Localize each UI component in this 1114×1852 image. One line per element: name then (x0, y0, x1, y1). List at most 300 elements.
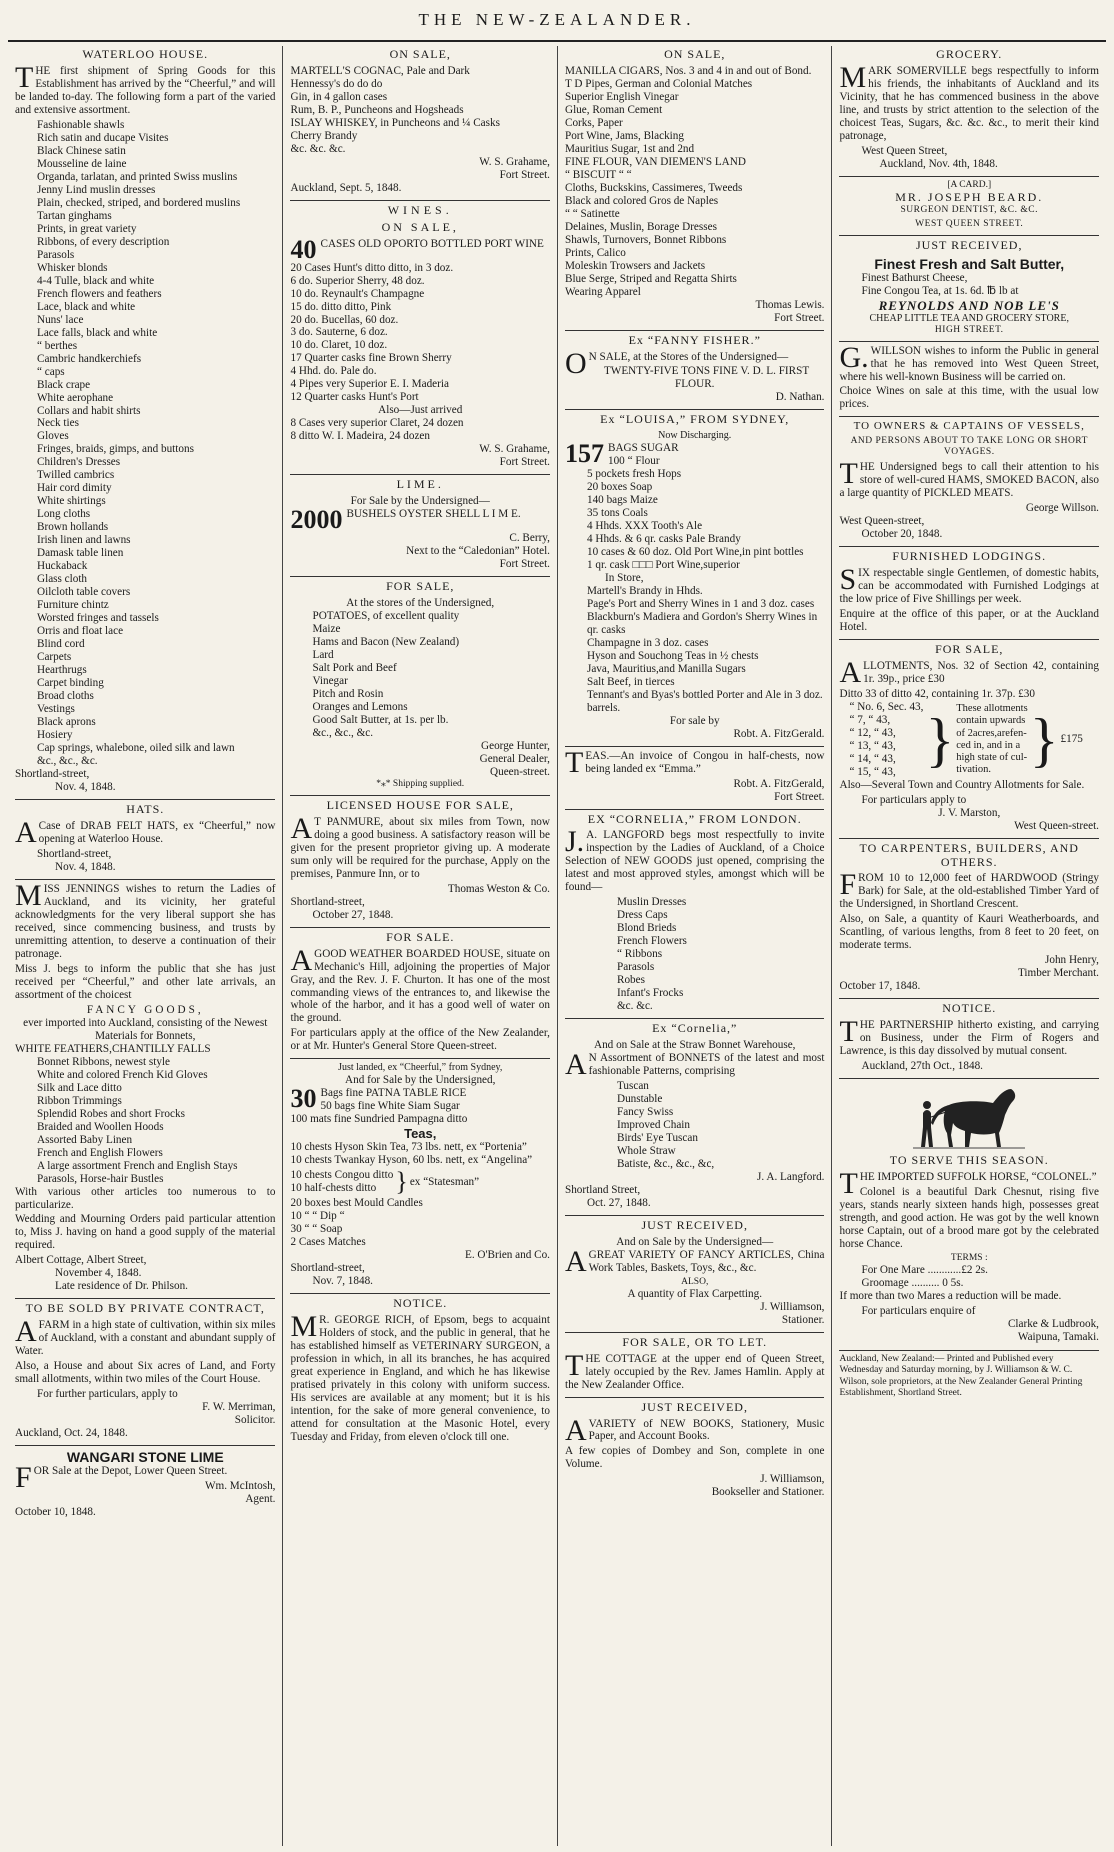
ad-bonnets (565, 1018, 825, 1210)
ad-body: AGREAT VARIETY OF FANCY ARTICLES, China Work Tables, Baskets, Toys, &c., &c. (564, 1244, 825, 1278)
ad-date: Nov. 7, 1848. (312, 1275, 373, 1288)
ad-signature: Robt. A. FitzGerald, (733, 777, 825, 790)
list-item: MANILLA CIGARS, Nos. 3 and 4 in and out of Bond. (564, 64, 812, 77)
ad-body: MARK SOMERVILLE begs respectfully to inform his friends, the inhabitants of Auckland and its Vicinity, that he has commenced business in the above line, and trusts by strict attention to the selection of the choicest Teas, Sugars, &c. &c. &c., to merit their kind patronage, (839, 60, 1099, 142)
list-item: 5 pockets fresh Hops (586, 467, 682, 480)
ad-paragraph: Colonel is a beautiful Dark Chesnut, rising five years, stands nearly sixteen hands high, possesses great strength, and good action. He was got by the well known horse Captain, out of a brood mare got by the celebrated horse Chance. (839, 1186, 1099, 1251)
ad-address: Fort Street. (774, 790, 825, 803)
list-item: “ 7, “ 43, (849, 713, 891, 726)
column-3 (557, 46, 832, 1846)
list-item: &c. &c. (616, 1000, 653, 1013)
ad-subhead: CHEAP LITTLE TEA AND GROCERY STORE, (869, 312, 1069, 324)
list-item: “ 13, “ 43, (849, 739, 896, 752)
list-item: Blue Serge, Striped and Regatta Shirts (564, 272, 737, 285)
ad-place: Albert Cottage, Albert Street, (15, 1254, 147, 1267)
list-item: French and English Flowers (37, 1146, 163, 1159)
ad-partnership-notice (839, 998, 1099, 1073)
list-item: Black crape (37, 378, 91, 391)
ad-heading: Ex “FANNY FISHER.” (628, 332, 761, 347)
ad-heading: NOTICE. (942, 1001, 997, 1016)
ad-willson (839, 341, 1099, 412)
list-item: Long cloths (37, 508, 91, 521)
ad-title: Solicitor. (234, 1414, 276, 1427)
list-item: Organda, tarlatan, and printed Swiss muslins (37, 170, 238, 183)
ad-signature: Thomas Lewis. (755, 298, 825, 311)
list-item: 10 do. Reynault's Champagne (290, 287, 425, 300)
ad-paragraph: Enquire at the office of this paper, or at the Auckland Hotel. (839, 608, 1099, 633)
list-item: Vestings (37, 703, 75, 716)
ad-heading: HATS. (126, 802, 165, 817)
ad-title: Stationer. (781, 1313, 825, 1326)
ad-subhead: FANCY GOODS, (86, 1003, 204, 1016)
list-item: Lace, black and white (37, 300, 136, 313)
ad-subhead: Now Discharging. (658, 430, 732, 442)
list-item: Lard (312, 649, 334, 661)
list-item: Black aprons (37, 716, 96, 729)
ad-line: Ditto 33 of ditto 42, containing 1r. 37p. £30 (839, 687, 1035, 700)
brace-glyph: } (395, 1167, 408, 1196)
quantity-number: 2000 (290, 505, 343, 535)
ad-signature: C. Berry, (509, 532, 550, 545)
ad-date: Nov. 4, 1848. (55, 860, 116, 873)
ad-date: October 27, 1848. (312, 908, 394, 921)
ad-intro: At the stores of the Undersigned, (346, 597, 495, 610)
ad-lead: CASES OLD OPORTO BOTTLED PORT WINE (320, 237, 544, 250)
ad-title: Agent. (245, 1493, 276, 1506)
ad-title: Bookseller and Stationer. (711, 1486, 825, 1499)
list-item: 4 Pipes very Superior E. I. Maderia (290, 378, 449, 391)
list-item: Glue, Roman Cement (564, 103, 663, 116)
ad-paragraph: A few copies of Dombey and Son, complete in one Volume. (564, 1445, 825, 1471)
list-item: Prints, Calico (564, 246, 626, 259)
top-rule (8, 40, 1106, 42)
list-item: Black and colored Gros de Naples (564, 194, 719, 207)
list-item: Hair cord dimity (37, 482, 112, 495)
list-item: Bonnet Ribbons, newest style (37, 1055, 170, 1068)
list-item: 1 qr. cask □□□ Port Wine,superior (586, 558, 740, 571)
item-list (290, 1141, 550, 1167)
ad-heading: GROCERY. (936, 47, 1003, 61)
ad-address: Fort Street. (499, 168, 550, 181)
ad-signature: Wm. McIntosh, (204, 1480, 276, 1493)
list-item: Maize (312, 623, 341, 636)
list-item: Birds' Eye Tuscan (616, 1132, 698, 1144)
ad-note: Also—Just arrived (378, 404, 463, 417)
ad-heading: FOR SALE. (386, 929, 455, 944)
list-item: A large assortment French and English Stays (37, 1159, 238, 1172)
ad-place: West Queen Street, (861, 144, 948, 157)
ad-paragraph: Also—Several Town and Country Allotments for Sale. (839, 778, 1085, 791)
ad-subhead: Teas, (404, 1125, 437, 1141)
list-item: Brown hollands (37, 521, 109, 534)
ad-paragraph: ever imported into Auckland, consisting of the Newest Materials for Bonnets, (23, 1016, 268, 1042)
list-item: Fancy Swiss (616, 1106, 674, 1119)
ad-weather-boarded-house (290, 927, 550, 1054)
ad-place: Shortland-street, (37, 847, 112, 860)
ad-paragraph: Also, a House and about Six acres of Land, and Forty small allotments, within two miles of the Court House. (15, 1360, 276, 1386)
list-item: “ 15, “ 43, (849, 765, 896, 778)
list-item: Martell's Brandy in Hhds. (586, 584, 703, 597)
list-item: “ 12, “ 43, (849, 726, 896, 739)
list-item: Lace falls, black and white (37, 326, 158, 339)
ad-lime (290, 474, 550, 571)
ad-address: Next to the “Caledonian” Hotel. (406, 545, 550, 558)
list-item: MARTELL'S COGNAC, Pale and Dark (290, 64, 470, 77)
list-item: Silk and Lace ditto (37, 1081, 122, 1094)
ad-body: AT PANMURE, about six miles from Town, now doing a good business. A satisfactory reason will be given for the present proprietor giving up. A moderate sum only will be required for the purchase, Apply on the premises, Panmure Inn, or to (290, 811, 550, 880)
ad-heading: WATERLOO HOUSE. (82, 47, 209, 61)
ad-signature: John Henry, (1045, 954, 1099, 967)
ad-grocery (839, 48, 1099, 171)
item-list (565, 455, 825, 572)
allotment-price: £175 (1060, 733, 1083, 746)
ad-address: HIGH STREET. (934, 324, 1004, 335)
ad-signature: W. S. Grahame, (479, 443, 550, 456)
ad-address: Fort Street. (499, 558, 550, 571)
list-item: Tuscan (616, 1080, 649, 1093)
list-item: Oilcloth table covers (37, 586, 131, 599)
list-item: 10 chests Hyson Skin Tea, 73 lbs. nett, ex “Portenia” (290, 1141, 527, 1154)
ad-heading: LICENSED HOUSE FOR SALE, (326, 797, 514, 812)
list-item: Blond Brieds (616, 922, 677, 935)
list-item: Hearthrugs (37, 664, 87, 677)
list-item: “ berthes (37, 339, 78, 352)
list-item: Furniture chintz (37, 599, 109, 612)
list-item: Blind cord (37, 638, 85, 651)
ad-signature: Robt. A. FitzGerald. (733, 727, 825, 740)
ad-teas-congou (565, 746, 825, 804)
list-item: “ 14, “ 43, (849, 752, 896, 765)
list-item: Page's Port and Sherry Wines in 1 and 3 doz. cases (586, 597, 815, 610)
list-item: 2 Cases Matches (290, 1236, 366, 1249)
list-item: ced in, and in a (956, 739, 1021, 751)
ad-body: SIX respectable single Gentlemen, of domestic habits, can be accommodated with Furnished Lodgings at the low price of Five Shillings per week. (839, 563, 1099, 606)
ad-body: MISS JENNINGS wishes to return the Ladies of Auckland, and its vicinity, her grateful acknowledgments for the very liberal support she has received, since commencing business, and trusts by unremitting attention, to deserve a continuation of their patronage. (15, 878, 276, 960)
list-item: Hennessy's do do do (290, 77, 383, 90)
list-item: Corks, Paper (564, 116, 623, 129)
ad-cognac (290, 48, 550, 195)
list-item: Cloths, Buckskins, Cassimeres, Tweeds (564, 181, 743, 194)
item-list (290, 417, 550, 443)
ad-signature: J. V. Marston, (938, 806, 1001, 819)
ad-heading: WINES. (387, 202, 453, 217)
ad-intro: For Sale by the Undersigned— (350, 495, 490, 508)
ad-signature: J. Williamson, (760, 1473, 825, 1486)
list-item: 8 ditto W. I. Madeira, 24 dozen (290, 430, 430, 443)
list-item: Broad cloths (37, 690, 94, 703)
list-item: &c., &c., &c. (37, 755, 98, 768)
ad-body: ON SALE, at the Stores of the Undersigned— (564, 346, 789, 380)
ad-heading: JUST RECEIVED, (641, 1217, 748, 1232)
ad-label: [A CARD.] (947, 179, 992, 190)
ad-wines (290, 200, 550, 470)
list-item: Tennant's and Byas's bottled Porter and Ale in 3 doz. barrels. (586, 688, 823, 714)
ad-subhead: WHITE FEATHERS,CHANTILLY FALLS (15, 1042, 211, 1055)
list-item: &c. &c. &c. (290, 142, 346, 155)
ad-date: Auckland, Oct. 24, 1848. (15, 1427, 128, 1440)
ad-heading: JUST RECEIVED, (641, 1399, 748, 1414)
ad-carpenters (839, 838, 1099, 994)
brace-glyph: } (1029, 706, 1059, 773)
ad-title: SURGEON DENTIST, &C. &C. (900, 204, 1038, 215)
list-item: Improved Chain (616, 1119, 690, 1132)
list-item: Rum, B. P., Puncheons and Hogsheads (290, 103, 464, 116)
list-item: 50 bags fine White Siam Sugar (320, 1099, 460, 1112)
list-item: “ Ribbons (616, 948, 663, 961)
ad-intro: And on Sale by the Undersigned— (616, 1235, 774, 1248)
ad-subhead: In Store, (604, 571, 644, 584)
ad-body: G.WILLSON wishes to inform the Public in general that he has removed into West Queen Street, where his well-known Business will be carried on. (839, 340, 1099, 383)
list-item: These allotments (956, 703, 1028, 715)
list-item: FINE FLOUR, VAN DIEMEN'S LAND (564, 155, 746, 168)
columns (8, 46, 1106, 1846)
ad-heading: FOR SALE, OR TO LET. (622, 1334, 768, 1349)
list-item: Whole Straw (616, 1144, 676, 1157)
list-item: Parasols (37, 248, 75, 261)
horse-illustration-icon (909, 1083, 1029, 1151)
ad-heading: FURNISHED LODGINGS. (892, 549, 1047, 564)
ad-place: Shortland Street, (564, 1183, 641, 1196)
ad-signature: J. A. Langford. (757, 1170, 825, 1183)
ad-lead: BUSHELS OYSTER SHELL L I M E. (346, 508, 521, 521)
list-item: Pitch and Rosin (312, 687, 384, 700)
list-item: Muslin Dresses (616, 896, 687, 909)
ad-lead: Finest Fresh and Salt Butter, (874, 255, 1065, 272)
list-item: Fashionable shawls (37, 118, 125, 131)
list-item: Orris and float lace (37, 625, 124, 638)
ad-body: THE Undersigned begs to call their attention to his store of well-cured HAMS, SMOKED BACON, also a large quantity of PICKLED MEATS. (839, 457, 1099, 500)
ad-body: AGOOD WEATHER BOARDED HOUSE, situate on Mechanic's Hill, adjoining the properties of Major Gray, and the Rev. J. F. Churton. It has one of the most commanding views of the entrances to, and likewise the whole of the harbor, and it has a good well of water on the ground. (290, 943, 550, 1025)
ad-address: WEST QUEEN STREET. (915, 218, 1024, 229)
item-list (290, 1100, 550, 1126)
ad-title: Timber Merchant. (1017, 967, 1099, 980)
ad-date: November 4, 1848. (55, 1267, 142, 1280)
ad-heading: Just landed, ex “Cheerful,” from Sydney, (338, 1062, 503, 1074)
list-item: Prints, in great variety (37, 222, 137, 235)
list-item: Ribbons, of every description (37, 235, 170, 248)
ad-miss-jennings (15, 879, 275, 1294)
ad-heading: MR. JOSEPH BEARD. (895, 189, 1044, 204)
list-item: White shirtings (37, 495, 106, 508)
list-item: 10 chests Twankay Hyson, 60 lbs. nett, ex “Angelina” (290, 1154, 533, 1167)
list-item: Batiste, &c., &c., &c, (616, 1157, 715, 1170)
list-item: Infant's Frocks (616, 987, 684, 1000)
list-item: of 2acres,arefen- (956, 727, 1027, 739)
ad-note: Late residence of Dr. Philson. (55, 1280, 188, 1293)
ad-date: Auckland, Nov. 4th, 1848. (879, 157, 998, 170)
list-item: Children's Dresses (37, 456, 121, 469)
list-item: 20 do. Bucellas, 60 doz. (290, 313, 399, 326)
ad-body: AVARIETY of NEW BOOKS, Stationery, Music Paper, and Account Books. (564, 1413, 825, 1447)
column-4 (831, 46, 1106, 1846)
list-item: Gin, in 4 gallon cases (290, 90, 388, 103)
list-item: Oranges and Lemons (312, 700, 408, 713)
ad-lodgings (839, 546, 1099, 634)
list-item: Port Wine, Jams, Blacking (564, 129, 684, 142)
ad-line: Finest Bathurst Cheese, (861, 271, 968, 284)
item-list (290, 262, 550, 405)
list-item: Java, Mauritius,and Manilla Sugars (586, 662, 746, 675)
list-item: Damask table linen (37, 547, 124, 560)
ad-intro: And for Sale by the Undersigned, (345, 1074, 496, 1087)
list-item: Nuns' lace (37, 313, 84, 326)
quantity-number: 157 (564, 438, 604, 468)
list-item: 100 “ Flour (607, 454, 660, 467)
ad-address: Queen-street. (490, 765, 550, 778)
list-item: Carpets (37, 651, 72, 664)
ad-heading: Ex “Cornelia,” (652, 1021, 738, 1036)
ad-body: FOR Sale at the Depot, Lower Queen Street. (15, 1461, 228, 1495)
list-item: 20 boxes Soap (586, 480, 653, 493)
list-item: Hosiery (37, 729, 73, 742)
list-item: Mauritius Sugar, 1st and 2nd (564, 142, 695, 155)
item-list (565, 585, 825, 715)
ad-potatoes (290, 576, 550, 790)
ad-paragraph: For particulars enquire of (861, 1304, 976, 1317)
ad-date: Auckland, 27th Oct., 1848. (861, 1060, 983, 1073)
list-item: Worsted fringes and tassels (37, 612, 159, 625)
list-item: Jenny Lind muslin dresses (37, 183, 156, 196)
ad-signature: F. W. Merriman, (202, 1401, 276, 1414)
list-item: Cherry Brandy (290, 129, 358, 142)
ad-heading: ON SALE, (664, 47, 726, 61)
list-item: Plain, checked, striped, and bordered muslins (37, 196, 241, 209)
ad-note: ALSO, (681, 1276, 709, 1287)
allotment-table (839, 701, 1099, 779)
ad-address: Fort Street. (499, 456, 550, 469)
ad-signature: Clarke & Ludbrook, (1007, 1317, 1099, 1330)
ad-heading: LIME. (396, 477, 444, 492)
list-item: Neck ties (37, 417, 79, 430)
firm-name: REYNOLDS AND NOB LE'S (878, 297, 1060, 313)
ad-heading: TO BE SOLD BY PRIVATE CONTRACT, (25, 1301, 265, 1316)
list-item: Irish linen and lawns (37, 534, 131, 547)
brace-glyph: } (925, 706, 955, 773)
list-item: Moleskin Trowsers and Jackets (564, 259, 706, 272)
item-list (565, 896, 825, 1013)
list-item: Tartan ginghams (37, 209, 112, 222)
list-item: contain upwards (956, 715, 1026, 727)
ad-manilla-cigars (565, 48, 825, 325)
list-item: Carpet binding (37, 677, 104, 690)
ad-intro: And on Sale at the Straw Bonnet Warehouse, (594, 1039, 796, 1052)
list-item: 15 do. ditto ditto, Pink (290, 300, 392, 313)
ad-signature: J. Williamson, (760, 1300, 825, 1313)
ad-louisa (565, 409, 825, 740)
ad-heading: ON SALE, (389, 47, 451, 61)
ad-body: ALLOTMENTS, Nos. 32 of Section 42, containing 1r. 39p., price £30 (839, 655, 1099, 689)
list-item: Hams and Bacon (New Zealand) (312, 636, 460, 649)
list-item: Rich satin and ducape Visites (37, 131, 169, 144)
ad-body: AFARM in a high state of cultivation, within six miles of Auckland, with a constant and abundant supply of Water. (15, 1315, 276, 1358)
ad-new-books (565, 1397, 825, 1500)
list-item: T D Pipes, German and Colonial Matches (564, 77, 753, 90)
ad-date: October 10, 1848. (15, 1506, 96, 1519)
ad-signature: George Hunter, (481, 739, 550, 752)
ad-address: Fort Street. (774, 311, 825, 324)
ad-licensed-house (290, 795, 550, 922)
quantity-number: 40 (290, 234, 317, 264)
allotment-description (956, 703, 1027, 776)
item-list (565, 1080, 825, 1171)
ad-body: TEAS.—An invoice of Congou in half-chests, now being landed ex “Emma.” (564, 745, 825, 779)
item-list (15, 1056, 275, 1186)
list-item: Twilled cambrics (37, 469, 115, 482)
list-item: 20 boxes best Mould Candles (290, 1197, 423, 1210)
ad-hats (15, 799, 275, 874)
ad-body: J.A. LANGFORD begs most respectfully to invite inspection by the Ladies of Auckland, of a Choice Selection of NEW GOODS just opened, comprising the latest and most approved styles, amongst which will be found— (564, 825, 825, 894)
ad-lead: Bags fine PATNA TABLE RICE (320, 1087, 467, 1099)
list-item: “ BISCUIT “ “ (564, 168, 632, 181)
list-item: Shawls, Turnovers, Bonnet Ribbons (564, 233, 727, 246)
ad-heading: Ex “LOUISA,” FROM SYDNEY, (600, 412, 790, 427)
list-item: Black Chinese satin (37, 144, 126, 157)
ad-heading: FOR SALE, (935, 641, 1004, 656)
ad-joseph-beard (839, 176, 1099, 230)
list-item: Champagne in 3 doz. cases (586, 636, 709, 649)
list-item: 4 Hhds. XXX Tooth's Ale (586, 519, 703, 532)
ad-place: Shortland-street, (15, 768, 90, 781)
list-item: Good Salt Butter, at 1s. per lb. (312, 713, 449, 726)
ad-line: Fine Congou Tea, at 1s. 6d. ℔ lb at (861, 284, 1019, 297)
list-item: 6 do. Superior Sherry, 48 doz. (290, 274, 425, 287)
list-item: “ No. 6, Sec. 43, (849, 700, 924, 713)
list-item: Braided and Woollen Hoods (37, 1120, 164, 1133)
ad-heading: FOR SALE, (386, 579, 455, 594)
ad-subhead: AND PERSONS ABOUT TO TAKE LONG OR SHORT VOYAGES. (850, 436, 1088, 458)
list-item: 10 “ “ Dip “ (290, 1210, 345, 1223)
ad-paragraph: For particulars apply to (861, 793, 967, 806)
list-item: 140 bags Maize (586, 493, 658, 506)
ad-allotments (839, 639, 1099, 833)
item-list (290, 1197, 550, 1249)
list-item: POTATOES, of excellent quality (312, 610, 460, 623)
list-item: ISLAY WHISKEY, in Puncheons and ¼ Casks (290, 116, 500, 129)
ad-date: October 17, 1848. (839, 980, 921, 993)
ad-intro: THE first shipment of Spring Goods for this Establishment has arrived by the “Cheerful,” and will be landed to-day. The following form a part of the varied and extensive assortment. (15, 60, 276, 116)
ad-signature: D. Nathan. (775, 391, 825, 404)
list-item: Parasols, Horse-hair Bustles (37, 1172, 164, 1185)
list-item: 10 do. Claret, 10 doz. (290, 339, 388, 352)
list-item: 4-4 Tulle, black and white (37, 274, 155, 287)
ad-paragraph: Choice Wines on sale at this time, with the usual low prices. (839, 385, 1099, 411)
list-item: Glass cloth (37, 573, 88, 586)
ad-heading: NOTICE. (393, 1296, 448, 1311)
list-item: 100 mats fine Sundried Pampagna ditto (290, 1112, 468, 1125)
column-2 (282, 46, 557, 1846)
ad-paragraph: Wedding and Mourning Orders paid particular attention to, Miss J. having on hand a good supply of the material required. (15, 1213, 276, 1252)
column-1 (8, 46, 282, 1846)
list-item: Ribbon Trimmings (37, 1094, 122, 1107)
printer-imprint: Auckland, New Zealand:— Printed and Published every Wednesday and Saturday morning, by J. Williamson & W. C. Wilson, sole proprietors, at the New Zealander General Printing Establishment, Shortland Street. (839, 1350, 1099, 1400)
brace-line: 10 half-chests ditto (290, 1182, 377, 1195)
item-list (290, 65, 550, 156)
list-item: Fringes, braids, gimps, and buttons (37, 443, 194, 456)
terms-line: For One Mare ............£2 2s. (861, 1264, 988, 1277)
list-item: White and colored French Kid Gloves (37, 1068, 208, 1081)
list-item: Blackburn's Madiera and Gordon's Sherry Wines in qr. casks (586, 610, 818, 636)
brace-line: 10 chests Congou ditto (290, 1169, 394, 1182)
list-item: 10 cases & 60 doz. Old Port Wine,in pint bottles (586, 545, 804, 558)
list-item: 8 Cases very superior Claret, 24 dozen (290, 417, 464, 430)
ad-paragraph: Miss J. begs to inform the public that she has just received per “Cheerful,” and other late arrivals, an assortment of the choicest (15, 962, 276, 1001)
ad-title: General Dealer, (479, 752, 550, 765)
allotment-rows (839, 701, 923, 779)
item-list (565, 65, 825, 299)
list-item: Cap springs, whalebone, oiled silk and lawn (37, 742, 235, 755)
ad-place: Shortland-street, (290, 1262, 365, 1275)
ad-heading: TO SERVE THIS SEASON. (889, 1153, 1049, 1168)
